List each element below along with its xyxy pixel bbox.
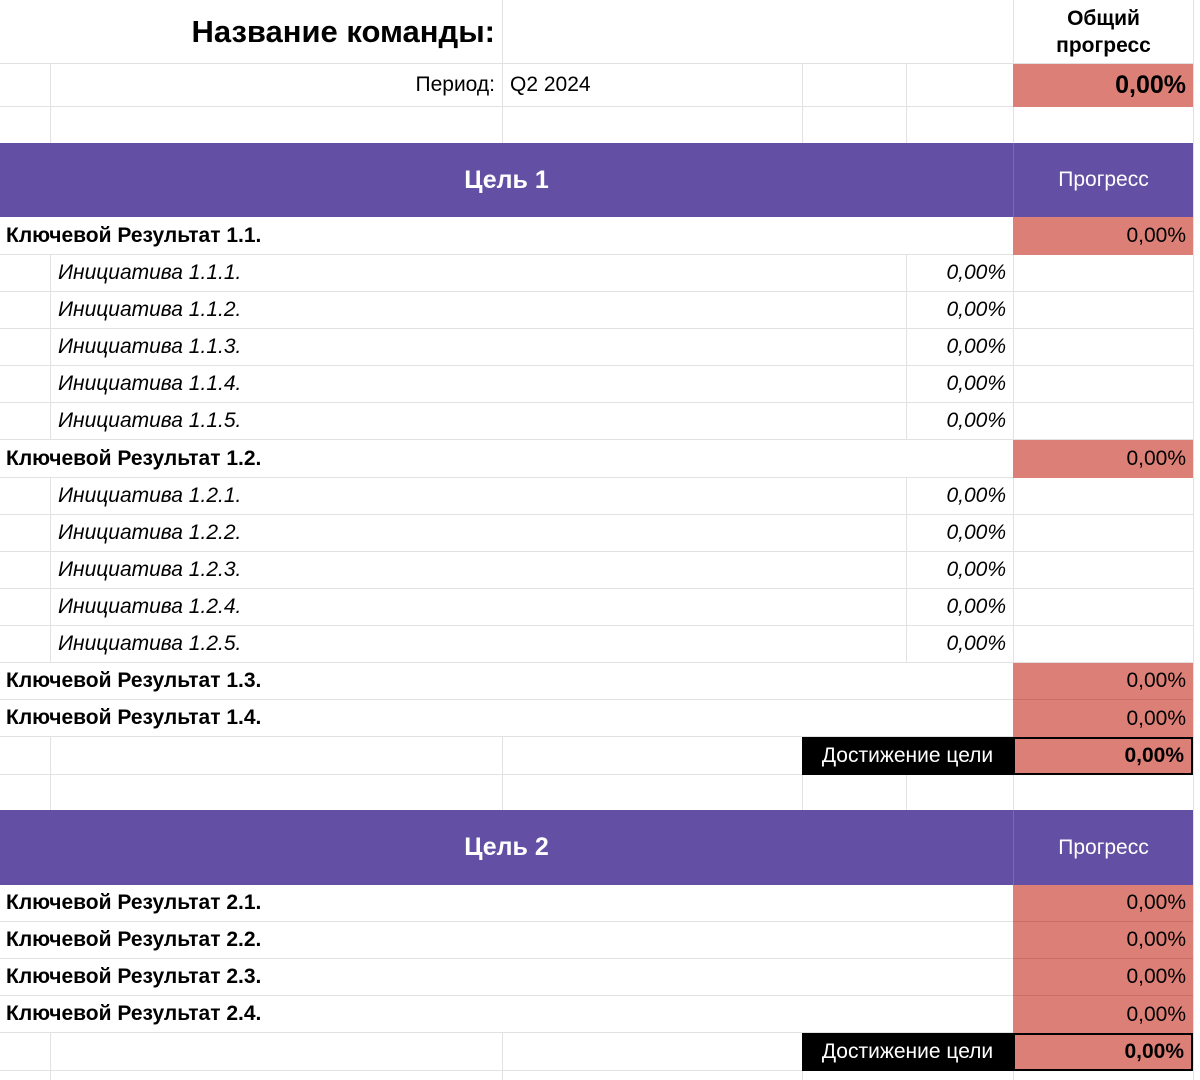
empty-cell[interactable]	[1013, 478, 1193, 515]
empty-cell[interactable]	[1013, 403, 1193, 440]
key-result-label[interactable]: Ключевой Результат 2.2.	[0, 922, 1013, 959]
empty-cell[interactable]	[502, 1071, 802, 1080]
initiative-label[interactable]: Инициатива 1.2.4.	[50, 589, 906, 626]
key-result-label[interactable]: Ключевой Результат 2.3.	[0, 959, 1013, 996]
initiative-row	[0, 589, 1193, 626]
header-row	[0, 0, 1193, 64]
spacer-row	[0, 1071, 1193, 1080]
spacer-row	[0, 775, 1193, 810]
goal-header-2	[0, 810, 1193, 885]
key-result-row	[0, 663, 1193, 700]
empty-cell[interactable]	[50, 107, 502, 143]
initiative-row	[0, 552, 1193, 589]
empty-cell[interactable]	[50, 1071, 502, 1080]
initiative-label[interactable]: Инициатива 1.1.1.	[50, 255, 906, 292]
initiative-row	[0, 403, 1193, 440]
initiative-label[interactable]: Инициатива 1.1.2.	[50, 292, 906, 329]
empty-cell[interactable]	[906, 64, 1013, 107]
period-row	[0, 64, 1193, 107]
key-result-row	[0, 217, 1193, 255]
empty-cell[interactable]	[906, 107, 1013, 143]
key-result-progress[interactable]: 0,00%	[1013, 885, 1193, 922]
goal-achievement-row	[0, 737, 1193, 775]
initiative-row	[0, 329, 1193, 366]
initiative-label[interactable]: Инициатива 1.2.5.	[50, 626, 906, 663]
indent-cell[interactable]	[0, 589, 50, 626]
goal-header-1	[0, 143, 1193, 217]
initiative-row	[0, 366, 1193, 403]
empty-cell[interactable]	[1013, 515, 1193, 552]
key-result-row	[0, 996, 1193, 1033]
key-result-row	[0, 885, 1193, 922]
empty-cell[interactable]	[1013, 292, 1193, 329]
goal-title[interactable]: Цель 1	[464, 165, 549, 194]
indent-cell[interactable]	[0, 329, 50, 366]
initiative-value[interactable]: 0,00%	[906, 478, 1013, 515]
key-result-label[interactable]: Ключевой Результат 2.4.	[0, 996, 1013, 1033]
initiative-label[interactable]: Инициатива 1.2.1.	[50, 478, 906, 515]
empty-cell[interactable]	[0, 1071, 50, 1080]
goal-achievement-value[interactable]: 0,00%	[1013, 1033, 1193, 1071]
key-result-progress[interactable]: 0,00%	[1013, 663, 1193, 700]
key-result-progress[interactable]: 0,00%	[1013, 959, 1193, 996]
goal-achievement-value[interactable]: 0,00%	[1013, 737, 1193, 775]
period-value[interactable]: Q2 2024	[502, 64, 802, 107]
key-result-progress[interactable]: 0,00%	[1013, 217, 1193, 255]
indent-cell[interactable]	[0, 366, 50, 403]
goal-achievement-label[interactable]: Достижение цели	[802, 737, 1013, 775]
key-result-label[interactable]: Ключевой Результат 1.4.	[0, 700, 1013, 737]
key-result-row	[0, 959, 1193, 996]
spacer-row	[0, 107, 1193, 143]
empty-cell[interactable]	[50, 775, 502, 810]
initiative-value[interactable]: 0,00%	[906, 403, 1013, 440]
key-result-row	[0, 922, 1193, 959]
key-result-label[interactable]: Ключевой Результат 1.1.	[0, 217, 1013, 255]
period-label[interactable]: Период:	[50, 64, 502, 107]
empty-cell[interactable]	[1013, 255, 1193, 292]
key-result-row	[0, 440, 1193, 478]
initiative-label[interactable]: Инициатива 1.2.2.	[50, 515, 906, 552]
empty-cell[interactable]	[1013, 775, 1193, 810]
empty-cell[interactable]	[0, 107, 50, 143]
indent-cell[interactable]	[0, 403, 50, 440]
initiative-label[interactable]: Инициатива 1.2.3.	[50, 552, 906, 589]
initiative-value[interactable]: 0,00%	[906, 589, 1013, 626]
empty-cell[interactable]	[1013, 552, 1193, 589]
indent-cell[interactable]	[0, 255, 50, 292]
key-result-progress[interactable]: 0,00%	[1013, 700, 1193, 737]
empty-cell[interactable]	[50, 1033, 502, 1071]
initiative-row	[0, 478, 1193, 515]
team-name-input[interactable]	[502, 0, 1013, 64]
empty-cell[interactable]	[1013, 366, 1193, 403]
key-result-progress[interactable]: 0,00%	[1013, 440, 1193, 478]
goal-title[interactable]: Цель 2	[464, 833, 549, 861]
empty-cell[interactable]	[802, 107, 906, 143]
empty-cell[interactable]	[0, 1033, 50, 1071]
initiative-label[interactable]: Инициатива 1.1.4.	[50, 366, 906, 403]
goal-achievement-label[interactable]: Достижение цели	[802, 1033, 1013, 1071]
indent-cell[interactable]	[0, 552, 50, 589]
initiative-value[interactable]: 0,00%	[906, 255, 1013, 292]
empty-cell[interactable]	[1013, 589, 1193, 626]
goal-achievement-row	[0, 1033, 1193, 1071]
key-result-label[interactable]: Ключевой Результат 2.1.	[0, 885, 1013, 922]
empty-cell[interactable]	[802, 64, 906, 107]
row-spacer-cell[interactable]	[0, 64, 50, 107]
empty-cell[interactable]	[906, 775, 1013, 810]
initiative-value[interactable]: 0,00%	[906, 552, 1013, 589]
empty-cell[interactable]	[0, 737, 50, 775]
progress-header[interactable]: Прогресс	[1013, 143, 1193, 217]
empty-cell[interactable]	[802, 775, 906, 810]
initiative-label[interactable]: Инициатива 1.1.5.	[50, 403, 906, 440]
empty-cell[interactable]	[502, 1033, 802, 1071]
empty-cell[interactable]	[802, 1071, 1013, 1080]
empty-cell[interactable]	[1013, 626, 1193, 663]
initiative-row	[0, 255, 1193, 292]
empty-cell[interactable]	[1013, 1071, 1193, 1080]
initiative-value[interactable]: 0,00%	[906, 515, 1013, 552]
key-result-label[interactable]: Ключевой Результат 1.2.	[0, 440, 1013, 478]
empty-cell[interactable]	[0, 775, 50, 810]
key-result-progress[interactable]: 0,00%	[1013, 996, 1193, 1033]
empty-cell[interactable]	[502, 737, 802, 775]
indent-cell[interactable]	[0, 515, 50, 552]
empty-cell[interactable]	[50, 737, 502, 775]
empty-cell[interactable]	[1013, 329, 1193, 366]
indent-cell[interactable]	[0, 478, 50, 515]
empty-cell[interactable]	[502, 107, 802, 143]
overall-progress-value[interactable]: 0,00%	[1013, 64, 1193, 107]
initiative-row	[0, 515, 1193, 552]
overall-progress-label[interactable]: Общий прогресс	[1013, 0, 1193, 64]
indent-cell[interactable]	[0, 626, 50, 663]
indent-cell[interactable]	[0, 292, 50, 329]
initiative-value[interactable]: 0,00%	[906, 329, 1013, 366]
initiative-row	[0, 626, 1193, 663]
progress-header[interactable]: Прогресс	[1013, 810, 1193, 885]
initiative-value[interactable]: 0,00%	[906, 292, 1013, 329]
sheet-right-border	[1193, 0, 1194, 1080]
key-result-progress[interactable]: 0,00%	[1013, 922, 1193, 959]
empty-cell[interactable]	[502, 775, 802, 810]
team-name-label[interactable]: Название команды:	[0, 0, 502, 64]
key-result-row	[0, 700, 1193, 737]
initiative-row	[0, 292, 1193, 329]
empty-cell[interactable]	[1013, 107, 1193, 143]
key-result-label[interactable]: Ключевой Результат 1.3.	[0, 663, 1013, 700]
initiative-label[interactable]: Инициатива 1.1.3.	[50, 329, 906, 366]
initiative-value[interactable]: 0,00%	[906, 366, 1013, 403]
initiative-value[interactable]: 0,00%	[906, 626, 1013, 663]
